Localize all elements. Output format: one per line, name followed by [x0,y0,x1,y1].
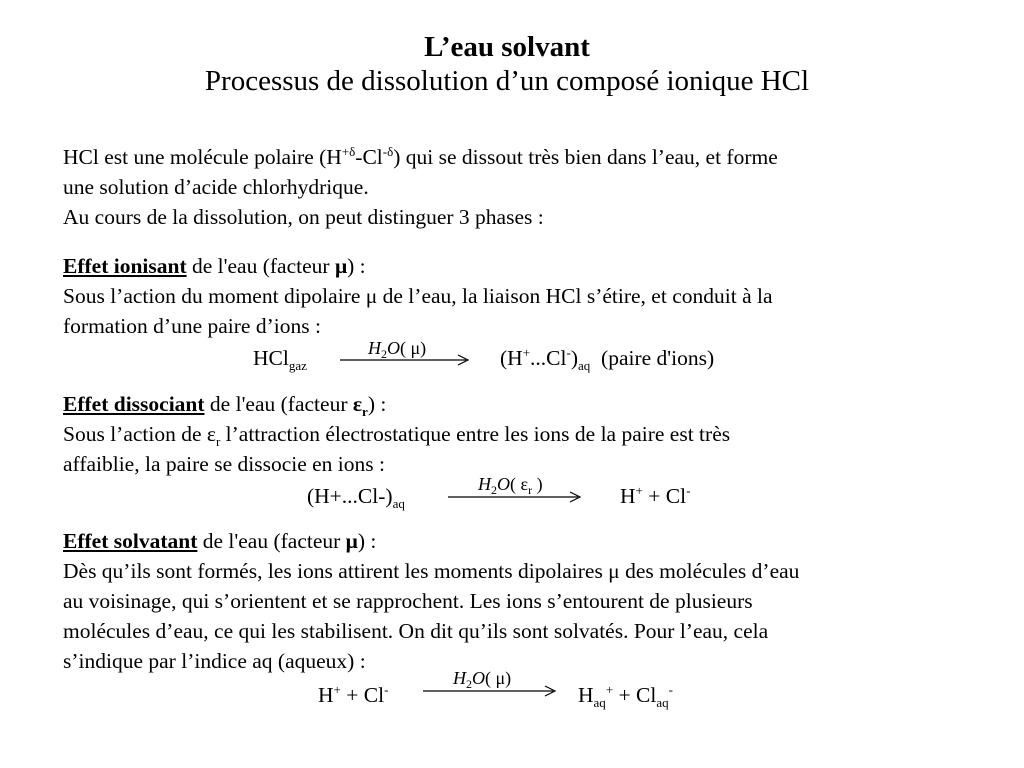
heading-text: ) : [367,392,387,416]
solvatant-section [63,526,963,676]
heading-text: ) : [347,254,366,278]
charge-sup: + [635,483,643,498]
arrow-2: 2 [381,347,387,361]
solvatant-line-2: au voisinage, qui s’orientent et se rapprochent. Les ions s’entourent de plusieurs [63,589,753,613]
charge-sup: + [605,682,614,697]
epsilon-sub: r [215,434,221,449]
charge-sup: - [566,345,571,360]
arrow-factor-sub: r [528,483,533,497]
charge-sup: + [333,682,341,697]
heading-text: de l'eau (facteur [197,529,346,553]
reactant: H [318,683,334,707]
charge-sup: +δ [341,144,356,159]
arrow-h: H [368,338,381,358]
solvatant-equation-left [318,680,388,710]
dissociant-equation-right [620,481,690,511]
product: H [578,683,594,707]
reactant: HCl [253,346,289,370]
intro-text: ) qui se dissout très bien dans l’eau, et forme [393,145,778,169]
arrow-h: H [478,474,491,494]
intro-line-2: une solution d’acide chlorhydrique. [63,175,369,199]
state-sub: aq [392,496,405,511]
dissociant-heading-line [63,389,963,419]
product: ...Cl [530,346,567,370]
arrow-factor: ( μ) [400,338,427,358]
reaction-arrow-3 [421,681,559,701]
intro-line-3: Au cours de la dissolution, on peut distinguer 3 phases : [63,205,544,229]
dissociant-section [63,389,963,479]
intro-text: HCl est une molécule polaire (H [63,145,342,169]
charge-sup: - [384,682,389,697]
product: + Cl [613,683,657,707]
intro-line-1 [63,142,963,172]
title-subtitle: Processus de dissolution d’un composé ionique HCl [204,65,810,97]
heading-text: de l'eau (facteur [204,392,353,416]
heading-text: ) : [357,529,377,553]
factor-sub: r [362,404,368,419]
ionisant-equation-right [500,343,714,373]
product: + Cl [642,484,687,508]
arrow-2: 2 [466,677,472,691]
factor-epsilon: ε [352,392,363,416]
charge-sup: - [668,682,673,697]
reactant: (H+...Cl-) [307,484,393,508]
arrow-o: O [497,474,510,494]
charge-sup: - [686,483,691,498]
intro-paragraph [63,142,963,232]
heading-text: de l'eau (facteur [186,254,335,278]
charge-sup: + [522,345,531,360]
solvatant-equation-right [578,680,673,710]
body-text: Sous l’action de ε [63,422,216,446]
factor-mu: μ [334,254,348,278]
ionisant-line-1: Sous l’action du moment dipolaire μ de l’eau, la liaison HCl s’étire, et conduit à la [63,284,773,308]
solvatant-heading: Effet solvatant [63,529,198,553]
state-sub: gaz [288,358,307,373]
ionisant-section [63,251,963,341]
arrow-o: O [387,338,400,358]
arrow-o: O [472,668,485,688]
solvatant-line-4: s’indique par l’indice aq (aqueux) : [63,649,366,673]
reactant: + Cl [340,683,385,707]
dissociant-heading: Effet dissociant [63,392,205,416]
solvatant-line-3: molécules d’eau, ce qui les stabilisent. On dit qu’ils sont solvatés. Pour l’eau, cela [63,619,769,643]
title-main: L’eau solvant [424,31,590,63]
state-sub: aq [656,695,669,710]
dissociant-equation-left [307,481,405,511]
solvatant-heading-line [63,526,963,556]
arrow-factor: ) [532,474,543,494]
equation-note: (paire d'ions) [590,346,715,370]
slide-title [0,30,1014,98]
arrow-factor: ( μ) [485,668,512,688]
intro-text: -Cl [355,145,383,169]
ionisant-line-2: formation d’une paire d’ions : [63,314,321,338]
factor-mu: μ [345,529,358,553]
reaction-arrow-1 [338,350,472,370]
arrow-2: 2 [491,483,497,497]
solvatant-line-1: Dès qu’ils sont formés, les ions attirent les moments dipolaires μ des molécules d’eau [63,559,800,583]
state-sub: aq [593,695,606,710]
arrow-h: H [453,668,466,688]
product: (H [500,346,523,370]
ionisant-heading: Effet ionisant [63,254,187,278]
dissociant-line-2: affaiblie, la paire se dissocie en ions : [63,452,385,476]
ionisant-heading-line [63,251,963,281]
arrow-factor: ( ε [510,474,529,494]
product: H [620,484,636,508]
reaction-arrow-2 [446,487,584,507]
body-text: l’attraction électrostatique entre les ions de la paire est très [220,422,731,446]
product: ) [570,346,578,370]
ionisant-equation-left [253,343,307,373]
charge-sup: -δ [382,144,394,159]
dissociant-line-1 [63,419,963,449]
state-sub: aq [578,358,591,373]
